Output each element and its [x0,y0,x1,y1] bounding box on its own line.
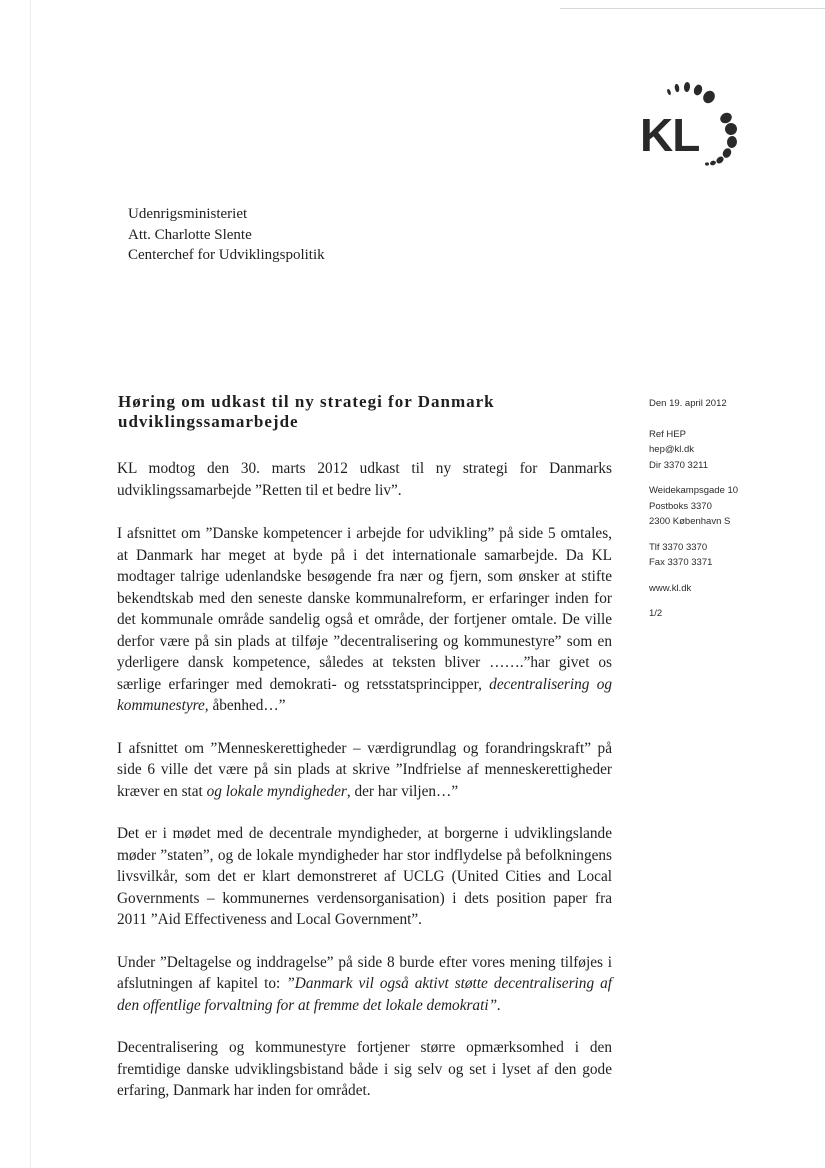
paragraph: Det er i mødet med de decentrale myndigheder, at borgerne i udviklingslande møder ”staten”, og de lokale myndigheder har stor indflydelse på befolkningens livsvilkår, som det er klart demonstreret af UCLG (United Cities and Local Governments – kommunernes verdensorganisation) i dets position paper fra 2011 ”Aid Effectiveness and Local Government”. [117,825,612,928]
paragraph-emphasis: og lokale myndigheder [206,782,347,800]
letter-subject [118,392,538,432]
paragraph: Decentralisering og kommunestyre fortjener større opmærksomhed i den fremtidige danske udviklingsbistand både i sig selv og set i lyset af den gode erfaring, Danmark har inden for området. [117,1039,612,1099]
recipient-line: Centerchef for Udviklingspolitik [128,247,325,263]
recipient-line: Udenrigsministeriet [128,206,248,222]
paragraph-emphasis: ”Danmark vil også aktivt støtte decentralisering af den offentlige forvaltning for at fremme det lokale demokrati”. [117,975,612,1014]
fax: Fax 3370 3371 [649,557,713,568]
paragraph [117,952,612,1017]
sender-info-sidebar [649,396,819,632]
paragraph-text: , der har viljen…” [346,782,459,800]
subject-line: udviklingssamarbejde [118,412,299,431]
postal-city: 2300 København S [649,516,731,527]
paragraph-text: Under ”Deltagelse og inddragelse” på side 8 burde efter vores mening tilføjes i afslutningen af kapitel to: [117,953,612,992]
kl-logo-text: KL [640,109,700,161]
po-box: Postboks 3370 [649,500,712,512]
paragraph [117,523,612,717]
letter-date: Den 19. april 2012 [649,398,727,409]
subject-line: Høring om udkast til ny strategi for Danmark [118,392,495,411]
sender-email[interactable]: hep@kl.dk [649,444,695,455]
phone: Tlf 3370 3370 [649,541,708,553]
direct-phone: Dir 3370 3211 [649,459,708,471]
page-edge-top [560,8,825,9]
page-number: 1/2 [649,608,663,619]
recipient-address [128,204,325,266]
paragraph [117,738,612,803]
website-link[interactable]: www.kl.dk [649,582,692,594]
page-edge-left [30,0,31,1168]
street-address: Weidekampsgade 10 [649,485,739,496]
recipient-line: Att. Charlotte Slente [128,226,252,243]
reference: Ref HEP [649,428,686,440]
paragraph-text: I afsnittet om ”Danske kompetencer i arbejde for udvikling” på side 5 omtales, at Danmark har meget at byde på i det internationale samarbejde. Da KL modtager talrige udenlandske besøgende fra nær og fjern, som ønsker at stifte bekendtskab med den seneste danske kommunalreform, er erfaringer inden for det kommunale område sandelig også et område, der fortjener omtale. De ville derfor være på sin plads at tilføje ”decentralisering og kommunestyre” som en yderligere dansk kompetence, således at teksten bliver …….”har givet os særlige erfaringer med demokrati- og retsstatsprincipper, [117,525,612,693]
paragraph: KL modtog den 30. marts 2012 udkast til ny strategi for Danmarks udviklingssamarbejde ”Retten til et bedre liv”. [117,460,612,499]
paragraph-text: åbenhed…” [208,697,286,714]
letter-body [117,458,612,1123]
paragraph-emphasis: decentralisering og kommunestyre, [117,675,612,714]
kl-logo [636,82,748,174]
paragraph-text: I afsnittet om ”Menneskerettigheder – værdigrundlag og forandringskraft” på side 6 ville det være på sin plads at skrive ”Indfrielse af menneskerettigheder kræver en stat [117,739,612,800]
